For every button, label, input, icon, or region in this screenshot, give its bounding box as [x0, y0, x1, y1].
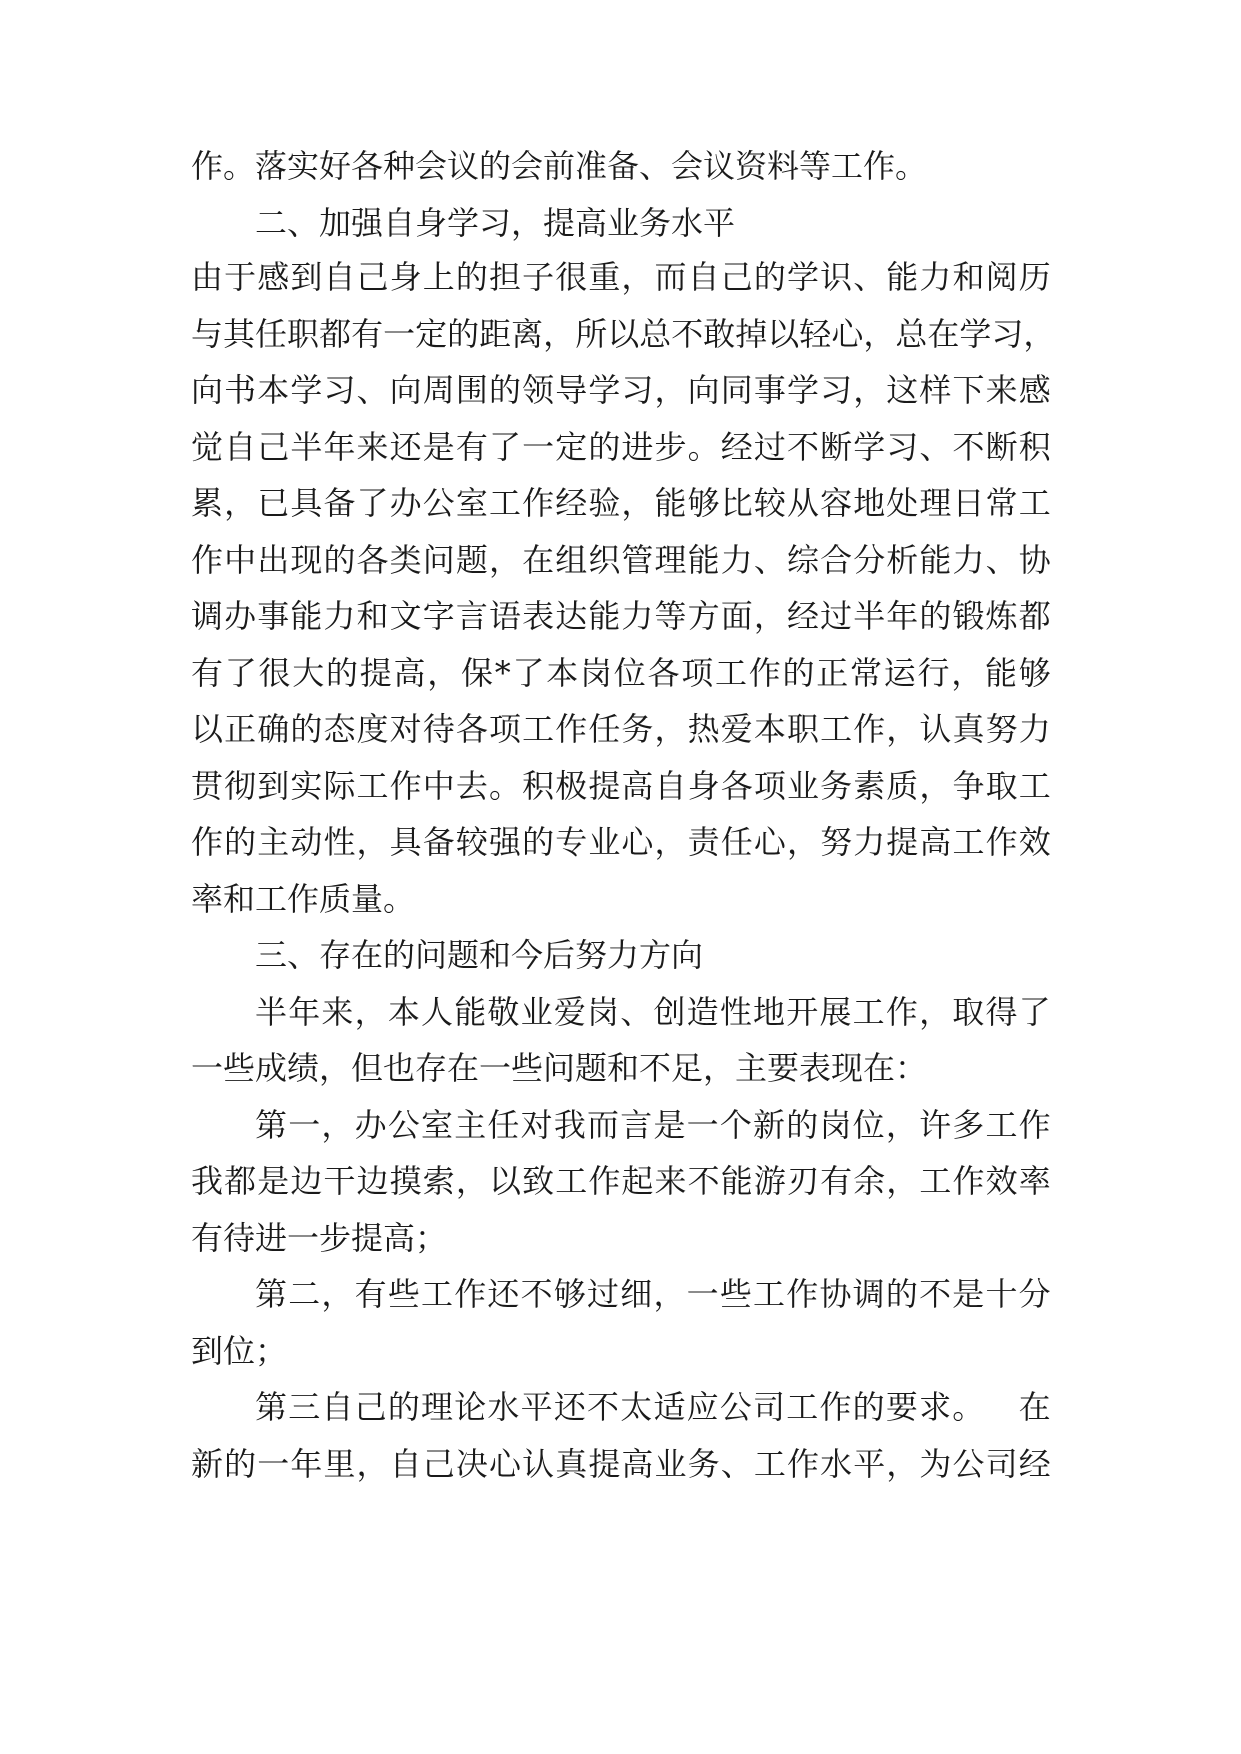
text-line: 半 年 来 ， 本 人 能 敬 业 爱 岗 、 创 造 性 地 开 展 工 作 ， 取 得 了 — [255, 993, 1051, 1031]
text-line: 向 书 本 学 习 、 向 周 围 的 领 导 学 习 ， 向 同 事 学 习 ， 这 样 下 来 感 — [191, 371, 1051, 409]
text-line: 到位； — [191, 1332, 288, 1370]
text-line: 以 正 确 的 态 度 对 待 各 项 工 作 任 务 ， 热 爱 本 职 工 作 ， 认 真 努 力 — [191, 710, 1051, 748]
text-line: 第 二 ， 有 些 工 作 还 不 够 过 细 ， 一 些 工 作 协 调 的 不 是 十 分 — [255, 1275, 1051, 1313]
text-line: 作。落实好各种会议的会前准备、会议资料等工作。 — [191, 147, 928, 185]
section-heading: 二、加强自身学习，提高业务水平 — [255, 204, 736, 242]
text-line: 觉 自 己 半 年 来 还 是 有 了 一 定 的 进 步 。 经 过 不 断 学 习 、 不 断 积 — [191, 428, 1051, 466]
section-heading: 三、存在的问题和今后努力方向 — [255, 936, 704, 974]
text-line: 由 于 感 到 自 己 身 上 的 担 子 很 重 ， 而 自 己 的 学 识 、 能 力 和 阅 历 — [191, 258, 1051, 296]
text-line: 累 ， 已 具 备 了 办 公 室 工 作 经 验 ， 能 够 比 较 从 容 地 处 理 日 常 工 — [191, 484, 1051, 522]
text-line: 第 一 ， 办 公 室 主 任 对 我 而 言 是 一 个 新 的 岗 位 ， 许 多 工 作 — [255, 1106, 1051, 1144]
text-line: 一些成绩，但也存在一些问题和不足，主要表现在： — [191, 1049, 928, 1087]
text-line: 我 都 是 边 干 边 摸 索 ， 以 致 工 作 起 来 不 能 游 刃 有 余 ， 工 作 效 率 — [191, 1162, 1051, 1200]
text-line: 率和工作质量。 — [191, 880, 416, 918]
text-line: 有待进一步提高； — [191, 1219, 448, 1257]
text-line: 新 的 一 年 里 ， 自 己 决 心 认 真 提 高 业 务 、 工 作 水 平 ， 为 公 司 经 — [191, 1445, 1051, 1483]
text-line: 作 中 出 现 的 各 类 问 题 ， 在 组 织 管 理 能 力 、 综 合 分 析 能 力 、 协 — [191, 541, 1051, 579]
text-line: 作 的 主 动 性 ， 具 备 较 强 的 专 业 心 ， 责 任 心 ， 努 力 提 高 工 作 效 — [191, 823, 1051, 861]
text-line: 贯 彻 到 实 际 工 作 中 去 。 积 极 提 高 自 身 各 项 业 务 素 质 ， 争 取 工 — [191, 767, 1051, 805]
text-line: 第 三 自 己 的 理 论 水 平 还 不 太 适 应 公 司 工 作 的 要 求 。 在 — [255, 1388, 1051, 1426]
text-line: 有 了 很 大 的 提 高 ， 保 * 了 本 岗 位 各 项 工 作 的 正 常 运 行 ， 能 够 — [191, 654, 1051, 692]
text-line: 与 其 任 职 都 有 一 定 的 距 离 ， 所 以 总 不 敢 掉 以 轻 心 ， 总 在 学 习 ， — [191, 315, 1056, 353]
text-line: 调 办 事 能 力 和 文 字 言 语 表 达 能 力 等 方 面 ， 经 过 半 年 的 锻 炼 都 — [191, 597, 1051, 635]
